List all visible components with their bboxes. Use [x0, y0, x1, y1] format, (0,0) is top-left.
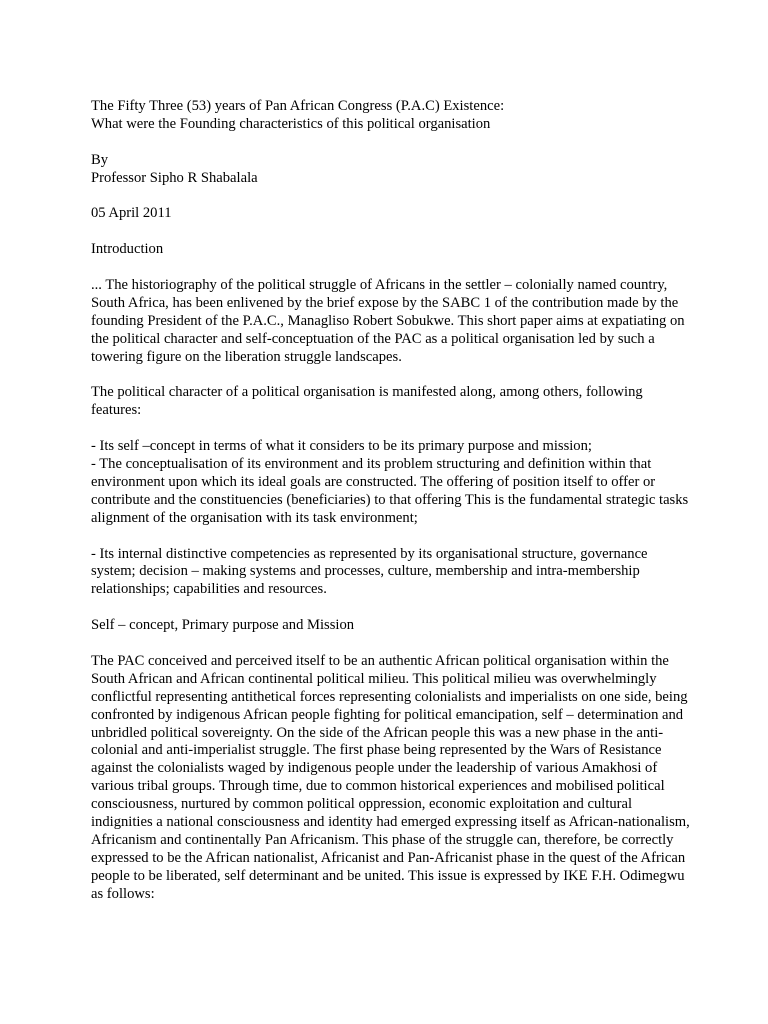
author-block — [91, 152, 691, 188]
heading-introduction: Introduction — [91, 241, 164, 258]
title-line-2: What were the Founding characteristics of this political organisation — [91, 115, 491, 132]
document-date: 05 April 2011 — [91, 205, 172, 222]
author-name: Professor Sipho R Shabalala — [91, 169, 258, 186]
bullet-environment: - The conceptualisation of its environment and its problem structuring and definition within that environment upon which its ideal goals are constructed. The offering of position itself to offer or contribute and the constituencies (beneficiaries) to that offering This is the fundamental strategic tasks alignment of the organisation with its task environment; — [91, 456, 689, 526]
title-line-1: The Fifty Three (53) years of Pan African Congress (P.A.C) Existence: — [91, 98, 505, 114]
document-body — [91, 98, 691, 922]
bullet-self-concept: - Its self –concept in terms of what it considers to be its primary purpose and mission; — [91, 438, 592, 455]
paragraph-features: The political character of a political organisation is manifested along, among others, following features: — [91, 384, 643, 419]
paragraph-pac: The PAC conceived and perceived itself to be an authentic African political organisation within the South African and African continental political milieu. This political milieu was overwhelmingly conflictful representing antithetical forces representing colonialists and imperialists on one side, being confronted by indigenous African people fighting for political emancipation, self – determination and unbridled political sovereignty. On the side of the African people this was a new phase in the anti-colonial and anti-imperialist struggle. The first phase being represented by the Wars of Resistance against the colonialists waged by indigenous people under the leadership of various Amakhosi of various tribal groups. Through time, due to common historical experiences and mobilised political consciousness, nurtured by common political oppression, economic exploitation and cultural indignities a national consciousness and identity had emerged expressing itself as African-nationalism, Africanism and continentally Pan Africanism. This phase of the struggle can, therefore, be correctly expressed to be the African nationalist, Africanist and Pan-Africanist phase in the quest of the African people to be liberated, self determinant and be united. This issue is expressed by IKE F.H. Odimegwu as follows: — [91, 652, 690, 902]
title-block — [91, 98, 691, 134]
bullet-competencies: - Its internal distinctive competencies as represented by its organisational structure, governance system; decision – making systems and processes, culture, membership and intra-membership relationships; capabilities and resources. — [91, 545, 648, 598]
paragraph-introduction: ... The historiography of the political struggle of Africans in the settler – colonially named country, South Africa, has been enlivened by the brief expose by the SABC 1 of the contribution made by the founding President of the P.A.C., Managliso Robert Sobukwe. This short paper aims at expatiating on the political character and self-conceptuation of the PAC as a political organisation led by such a towering figure on the liberation struggle landscapes. — [91, 277, 685, 365]
by-label: By — [91, 151, 109, 168]
heading-self-concept: Self – concept, Primary purpose and Mission — [91, 617, 355, 634]
